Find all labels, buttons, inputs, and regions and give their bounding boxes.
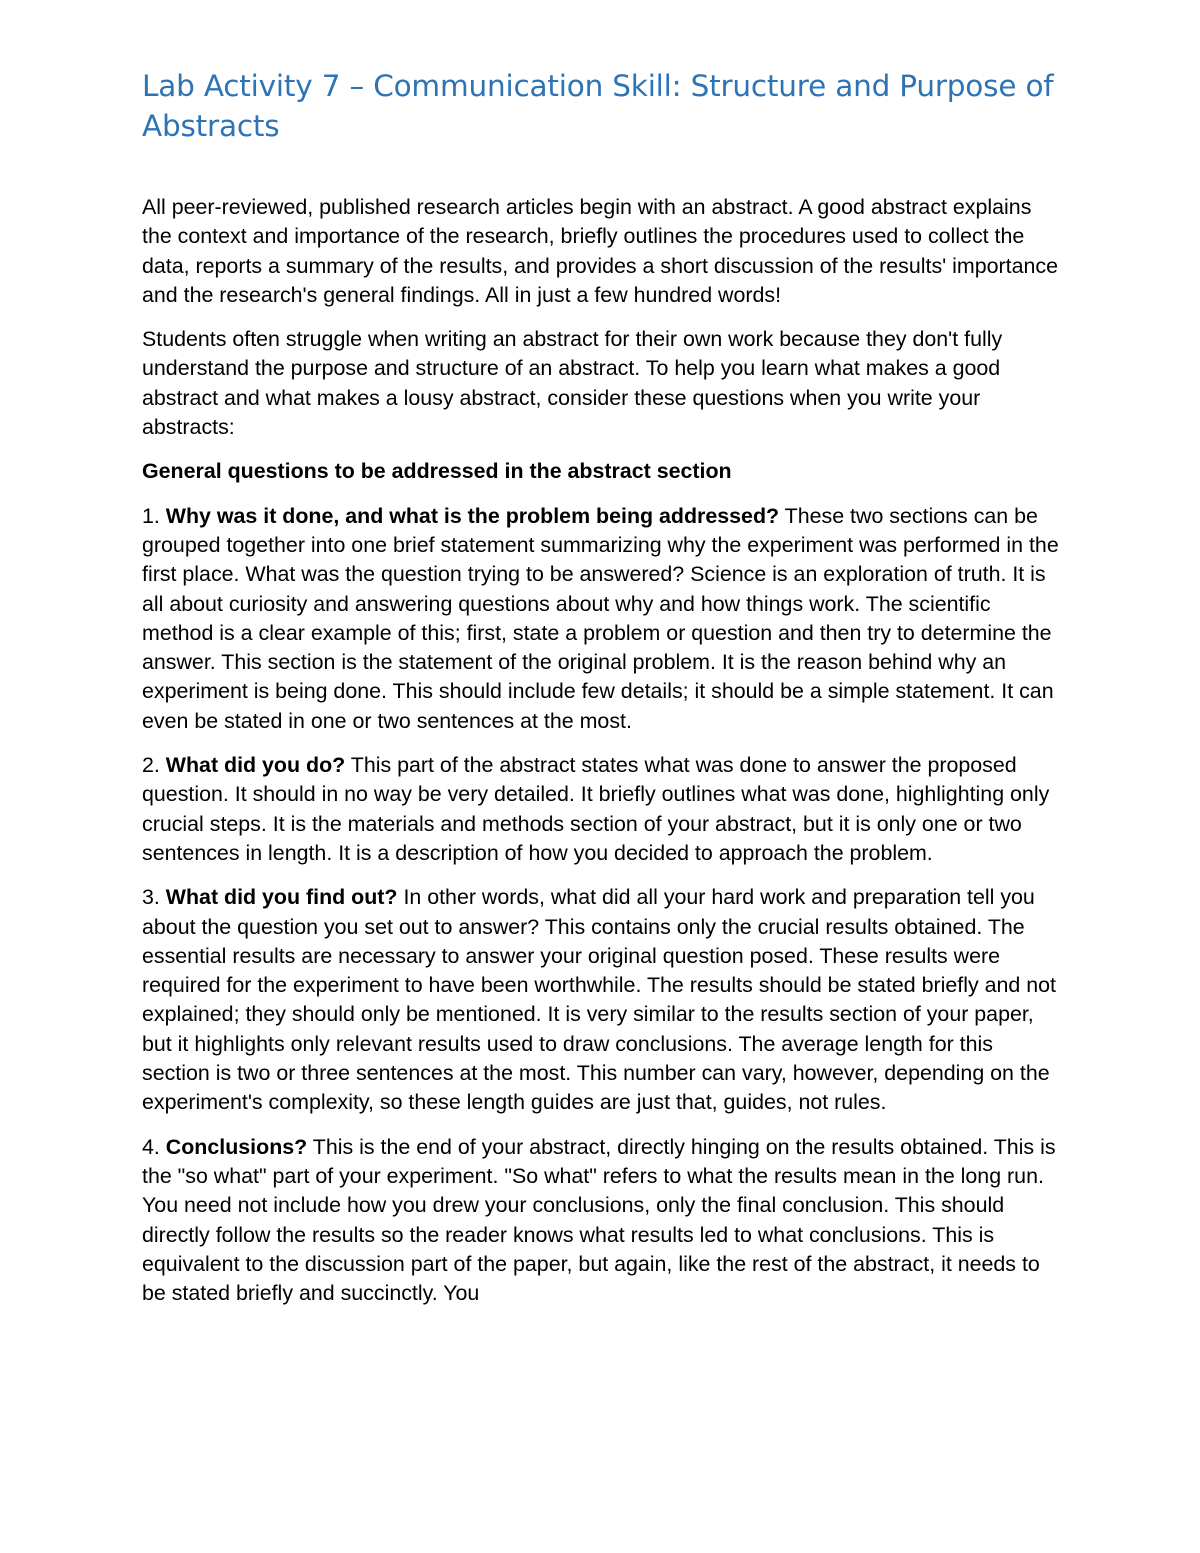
item-text: This part of the abstract states what was done to answer the proposed question. It should in no way be very detailed. It briefly outlines what was done, highlighting only crucial steps. It is the materials and methods section of your abstract, but it is only one or two sentences in length. It is a description of how you decided to approach the problem. <box>142 753 1050 865</box>
item-number: 2. <box>142 753 160 778</box>
item-number: 4. <box>142 1134 160 1159</box>
document-page <box>142 66 1062 1323</box>
item-lead: What did you find out? <box>165 885 398 910</box>
document-title: Lab Activity 7 – Communication Skill: Structure and Purpose of Abstracts <box>142 69 1054 143</box>
question-item-3 <box>142 883 1062 1117</box>
item-lead: Why was it done, and what is the problem being addressed? <box>165 503 780 528</box>
section-heading: General questions to be addressed in the abstract section <box>142 459 732 484</box>
question-item-1 <box>142 502 1062 736</box>
item-number: 3. <box>142 885 160 910</box>
item-text: This is the end of your abstract, directly hinging on the results obtained. This is the "so what" part of your experiment. "So what" refers to what the results mean in the long run. You need not include how you drew your conclusions, only the final conclusion. This should directly follow the results so the reader knows what results led to what conclusions. This is equivalent to the discussion part of the paper, but again, like the rest of the abstract, it needs to be stated briefly and succinctly. You <box>142 1134 1056 1306</box>
intro-paragraph-2: Students often struggle when writing an abstract for their own work because they don't fully understand the purpose and structure of an abstract. To help you learn what makes a good abstract and what makes a lousy abstract, consider these questions when you write your abstracts: <box>142 327 1003 440</box>
item-lead: What did you do? <box>165 753 346 778</box>
item-number: 1. <box>142 503 160 528</box>
item-text: These two sections can be grouped together into one brief statement summarizing why the experiment was performed in the first place. What was the question trying to be answered? Science is an exploration of truth. It is all about curiosity and answering questions about why and how things work. The scientific method is a clear example of this; first, state a problem or question and then try to determine the answer. This section is the statement of the original problem. It is the reason behind why an experiment is being done. This should include few details; it should be a simple statement. It can even be stated in one or two sentences at the most. <box>142 503 1059 733</box>
item-text: In other words, what did all your hard work and preparation tell you about the question you set out to answer? This contains only the crucial results obtained. The essential results are necessary to answer your original question posed. These results were required for the experiment to have been worthwhile. The results should be stated briefly and not explained; they should only be mentioned. It is very similar to the results section of your paper, but it highlights only relevant results used to draw conclusions. The average length for this section is two or three sentences at the most. This number can vary, however, depending on the experiment's complexity, so these length guides are just that, guides, not rules. <box>142 885 1057 1115</box>
item-lead: Conclusions? <box>165 1134 308 1159</box>
question-item-4 <box>142 1133 1062 1309</box>
question-item-2 <box>142 751 1062 868</box>
intro-paragraph-1: All peer-reviewed, published research articles begin with an abstract. A good abstract explains the context and importance of the research, briefly outlines the procedures used to collect the data, reports a summary of the results, and provides a short discussion of the results' importance and the research's general findings. All in just a few hundred words! <box>142 195 1058 307</box>
